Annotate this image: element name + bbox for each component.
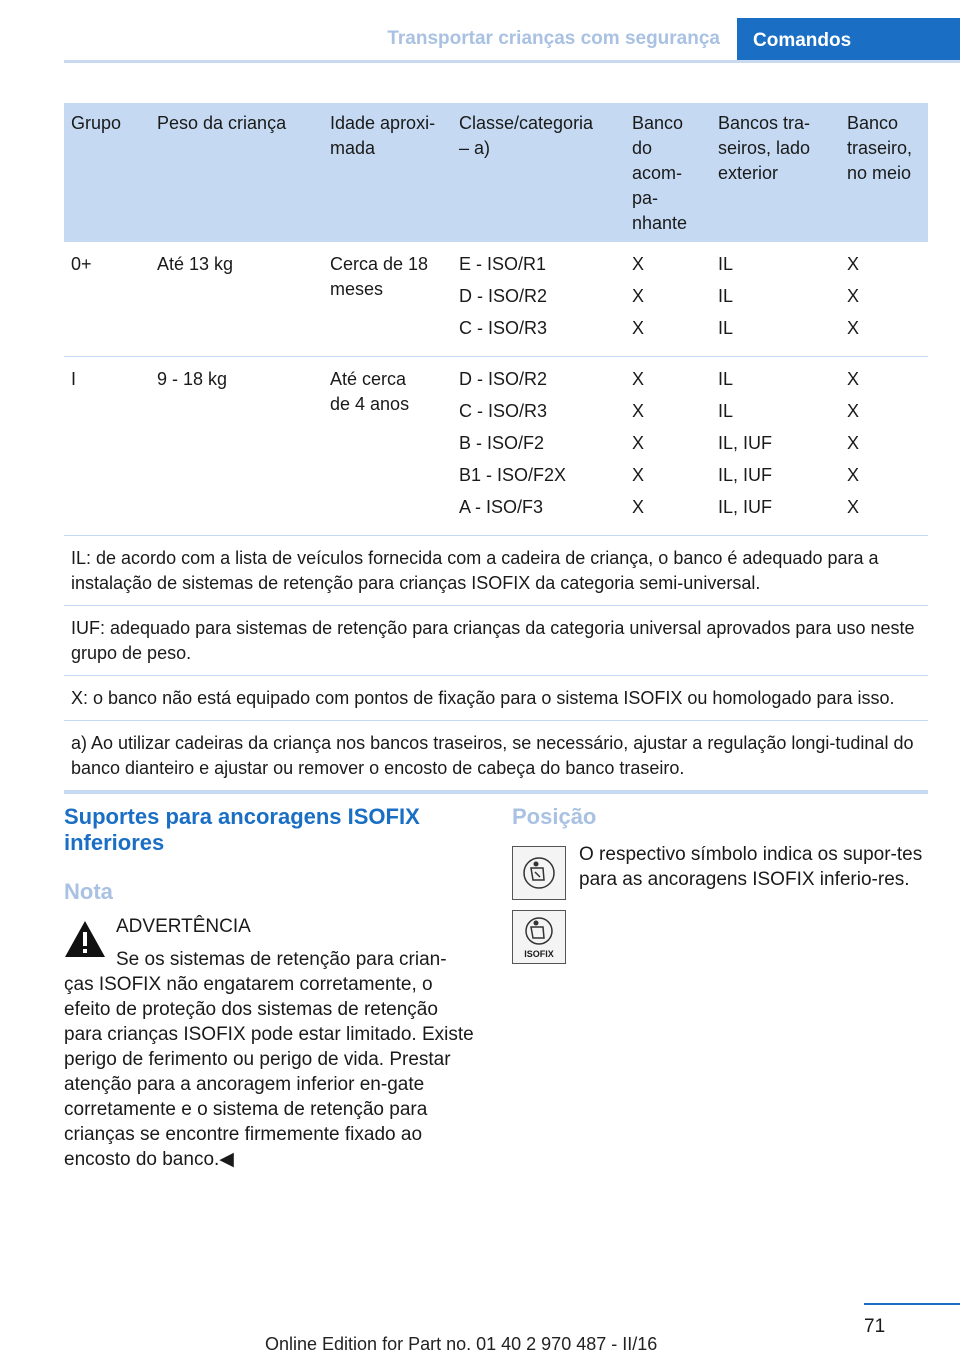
cell-rear-middle [840,367,928,527]
cell-value: X [847,433,860,453]
col-header: Grupo [71,113,122,133]
cell-value: IL [718,369,734,389]
cell-class: A - ISO/F3 [459,497,544,517]
table-note: X: o banco não está equipado com pontos de fixação para o sistema ISOFIX ou homologado para isso. [64,676,928,721]
note-heading: Nota [64,879,113,904]
page-rule [864,1303,960,1305]
cell-passenger [625,252,711,348]
isofix-symbol-icon [512,910,566,964]
position-text: O respectivo símbolo indica os supor-tes para as ancoragens ISOFIX inferio-res. [579,844,923,890]
cell-value: X [632,369,645,389]
header-rule [64,60,960,63]
cell-classes [452,367,625,527]
col-header: Peso da criança [157,113,287,133]
table-note: a) Ao utilizar cadeiras da criança nos bancos traseiros, se necessário, ajustar a regulação longi-tudinal do banco dianteiro e ajustar ou remover o encosto de cabeça do banco traseiro. [71,733,914,778]
cell-rear-outer [711,252,840,348]
cell-value: X [632,497,645,517]
cell-group: I [71,369,77,389]
cell-value: IL [718,254,734,274]
col-header: Idade aproxi- mada [330,113,436,158]
warning-title: ADVERTÊNCIA [116,916,251,937]
position-heading: Posição [512,804,597,829]
col-header: Banco traseiro, no meio [847,113,913,183]
section-title: Transportar crianças com segurança [387,28,720,49]
warning-text: Se os sistemas de retenção para crian-ças ISOFIX não engatarem corretamente, o efeito de proteção dos sistemas de retenção para crianças ISOFIX pode estar limitado. Existe perigo de ferimento ou perigo de vida. Prestar atenção para a ancoragem inferior en-gate corretamente e o sistema de retenção para crianças se encontre firmemente fixado ao encosto do banco.◀ [64,949,474,1170]
cell-value: IL [718,286,734,306]
col-header: Banco do acom- pa- nhante [632,113,688,233]
cell-passenger [625,367,711,527]
cell-value: X [632,318,645,338]
cell-class: B - ISO/F2 [459,433,545,453]
cell-class: D - ISO/R2 [459,369,548,389]
child-seat-anchor-icon [512,846,566,900]
cell-value: X [847,254,860,274]
cell-class: B1 - ISO/F2X [459,465,567,485]
cell-value: IL, IUF [718,465,773,485]
cell-value: X [632,286,645,306]
cell-class: D - ISO/R2 [459,286,548,306]
cell-classes [452,252,625,348]
cell-value: X [632,465,645,485]
cell-value: IL [718,401,734,421]
table-header [64,103,928,242]
cell-value: X [632,254,645,274]
cell-value: X [847,465,860,485]
cell-value: X [632,401,645,421]
chapter-tab: Comandos [737,18,960,63]
cell-value: IL [718,318,734,338]
isofix-table [64,103,928,794]
cell-value: X [847,286,860,306]
cell-value: IL, IUF [718,497,773,517]
table-note: IUF: adequado para sistemas de retenção para crianças da categoria universal aprovados para uso neste grupo de peso. [64,606,928,676]
table-end-rule [64,790,928,794]
table-row [64,357,928,536]
col-header: Bancos tra- seiros, lado exterior [718,113,811,183]
cell-rear-middle [840,252,928,348]
table-note: IL: de acordo com a lista de veículos fornecida com a cadeira de criança, o banco é adequado para a instalação de sistemas de retenção para crianças ISOFIX da categoria semi-universal. [64,536,928,606]
cell-class: C - ISO/R3 [459,318,548,338]
cell-value: X [847,369,860,389]
cell-value: X [632,433,645,453]
cell-class: C - ISO/R3 [459,401,548,421]
cell-class: E - ISO/R1 [459,254,547,274]
page-number: 71 [864,1316,886,1337]
cell-value: X [847,497,860,517]
table-row [64,242,928,357]
cell-weight: Até 13 kg [157,254,234,274]
cell-rear-outer [711,367,840,527]
cell-value: X [847,401,860,421]
cell-group: 0+ [71,254,92,274]
cell-weight: 9 - 18 kg [157,369,228,389]
cell-age: Até cerca de 4 anos [330,369,410,414]
cell-age: Cerca de 18 meses [330,254,429,299]
edition-footer: Online Edition for Part no. 01 40 2 970 487 - II/16 [265,1334,658,1354]
section-heading: Suportes para ancoragens ISOFIX inferiores [64,804,420,855]
cell-value: X [847,318,860,338]
isofix-label: ISOFIX [524,949,554,959]
cell-value: IL, IUF [718,433,773,453]
col-header: Classe/categoria – a) [459,113,594,158]
